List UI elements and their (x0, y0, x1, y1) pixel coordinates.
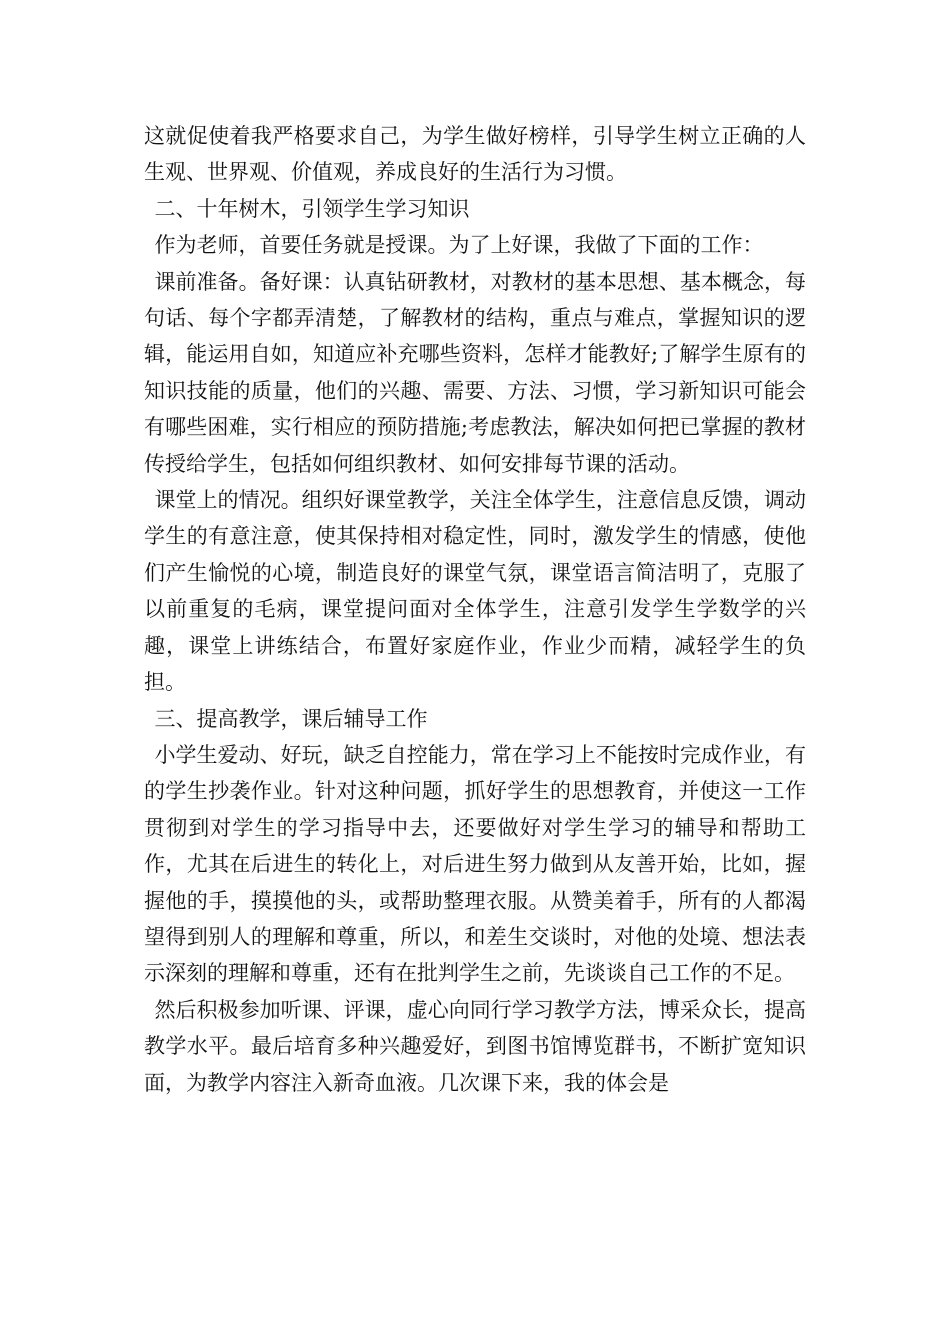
section-heading-2: 二、十年树木，引领学生学习知识 (154, 196, 470, 221)
paragraph-intro: 作为老师，首要任务就是授课。为了上好课，我做了下面的工作： (154, 233, 764, 258)
section-heading-3: 三、提高教学，课后辅导工作 (154, 706, 428, 731)
paragraph-preparation: 课前准备。备好课：认真钻研教材，对教材的基本思想、基本概念，每句话、每个字都弄清楚，了解教材的结构，重点与难点，掌握知识的逻辑，能运用自如，知道应补充哪些资料，怎样才能教好;了解学生原有的知识技能的质量，他们的兴趣、需要、方法、习惯，学习新知识可能会有哪些困难，实行相应的预防措施;考虑教法，解决如何把已掌握的教材传授给学生，包括如何组织教材、如何安排每节课的活动。 (144, 269, 806, 476)
paragraph-continuation: 这就促使着我严格要求自己，为学生做好榜样，引导学生树立正确的人生观、世界观、价值观，养成良好的生活行为习惯。 (144, 124, 806, 185)
document-body (144, 118, 806, 1101)
paragraph-classroom: 课堂上的情况。组织好课堂教学，关注全体学生，注意信息反馈，调动学生的有意注意，使其保持相对稳定性，同时，激发学生的情感，使他们产生愉悦的心境，制造良好的课堂气氛，课堂语言简洁明了，克服了以前重复的毛病，课堂提问面对全体学生，注意引发学生学数学的兴趣，课堂上讲练结合，布置好家庭作业，作业少而精，减轻学生的负担。 (144, 488, 806, 695)
paragraph-tutoring: 小学生爱动、好玩，缺乏自控能力，常在学习上不能按时完成作业，有的学生抄袭作业。针对这种问题，抓好学生的思想教育，并使这一工作贯彻到对学生的学习指导中去，还要做好对学生学习的辅导和帮助工作，尤其在后进生的转化上，对后进生努力做到从友善开始，比如，握握他的手，摸摸他的头，或帮助整理衣服。从赞美着手，所有的人都渴望得到别人的理解和尊重，所以，和差生交谈时，对他的处境、想法表示深刻的理解和尊重，还有在批判学生之前，先谈谈自己工作的不足。 (144, 742, 806, 986)
paragraph-improvement: 然后积极参加听课、评课，虚心向同行学习教学方法，博采众长，提高教学水平。最后培育多种兴趣爱好，到图书馆博览群书，不断扩宽知识面，为教学内容注入新奇血液。几次课下来，我的体会是 (144, 997, 806, 1095)
